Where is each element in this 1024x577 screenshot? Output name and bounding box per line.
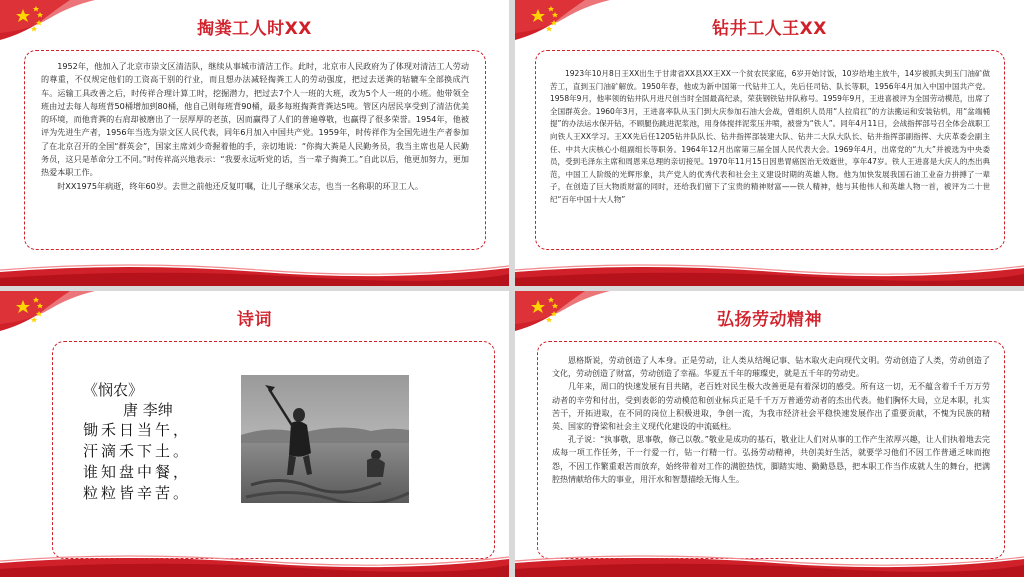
paragraph: 时XX1975年病逝，终年60岁。去世之前他还反复叮嘱，让儿子继承父志，也当一名称职的环卫工人。 [57, 180, 423, 191]
poem-author: 唐 李绅 [123, 401, 173, 419]
poem-title: 《悯农》 [83, 381, 144, 399]
slide-2 [515, 0, 1024, 286]
poem-line: 谁知盘中餐， [83, 463, 192, 481]
paragraph: 孔子说：“执事敬，思事敬，修己以敬。”敬业是成功的基石，敬业让人们对从事的工作产生浓厚兴趣，让人们执着地去完成每一项工作任务，干一行爱一行，钻一行精一行。弘扬劳动精神，共创美好生活，就要学习他们不因工作普通乏味而抱怨，不因工作繁重艰苦而放弃，始终带着对工作的满腔热忱，脚踏实地、勤勤恳恳，把本职工作当作成就人生的舞台，把满腔热情献给伟大的事业，用汗水和智慧描绘无悔人生。 [552, 435, 990, 484]
ribbon-wave-icon [0, 551, 509, 577]
poem-line: 粒粒皆辛苦。 [83, 484, 192, 502]
text-panel [535, 50, 1005, 250]
poem-line: 锄禾日当午， [83, 421, 192, 439]
poem-line: 汗滴禾下土。 [83, 442, 192, 460]
body-text [41, 60, 469, 193]
text-panel [537, 341, 1005, 559]
paragraph: 1952年，他加入了北京市崇文区清洁队，继续从事城市清洁工作。此时，北京市人民政府为了体现对清洁工人劳动的尊重，不仅规定他们的工资高于别的行业，而且想办法减轻掏粪工人的劳动强度，把过去送粪的轱辘车全部换成汽车。运输工具改善之后，时传祥合理计算工时，挖掘潜力，把过去7个人一班的大班，改为5个人一班的小班。他带领全班由过去每人每班背50桶增加到80桶，他自己则每班背90桶，最多每班掏粪背粪达5吨。管区内居民享受到了清洁优美的环境，而他背粪的右肩却被磨出了一层厚厚的老茧，因而赢得了人们的普遍尊敬，也赢得了很多荣誉。1954年，他被评为先进生产者，1956年当选为崇文区人民代表，同年6月加入中国共产党。1959年，时传祥作为全国先进生产者参加了在北京召开的全国“群英会”，国家主席刘少奇握着他的手，亲切地说：“你掏大粪是人民勤务员，我当主席也是人民勤务员，这只是革命分工不同。”时传祥高兴地表示：“我要永远听党的话，当一辈子掏粪工。”自此以后，他更加努力，更加热爱本职工作。 [41, 61, 469, 178]
poem-panel [52, 341, 495, 559]
body-text [550, 68, 990, 207]
text-panel [24, 50, 486, 250]
slide-4 [515, 291, 1024, 577]
paragraph: 1923年10月8日王XX出生于甘肃省XX县XX王XX一个贫农民家庭，6岁开始讨饭，10岁给地主放牛，14岁被抓夫到玉门油矿做苦工，直到玉门油矿解放。1950年春，他成为新中国第一代钻井工人，先后任司钻、队长等职，1956年4月加入中国中国共产党。1958年9月，他率领的钻井队月进尺创当时全国最高纪录，荣获钢铁钻井队称号。1959年9月，王进喜被评为全国劳动模范，出席了全国群英会。1960年3月，王进喜率队从玉门到大庆参加石油大会战，曾组织人员用“人拉肩扛”的方法搬运和安装钻机，用“盆端桶提”的办法运水保开钻，不顾腿伤跳进泥浆池，用身体搅拌泥浆压井喷，被誉为“铁人”。同年4月11日，会战指挥部号召全体会战职工向铁人王XX学习。王XX先后任1205钻井队队长、钻井指挥部装建大队、钻井二大队大队长、钻井指挥部副指挥、大庆革委会副主任、中共大庆核心小组副组长等职务。1964年12月出席第三届全国人民代表大会。1969年4月，出席党的“九大”并被选为中央委员，受到毛泽东主席和周恩来总理的亲切接见。1970年11月15日因患胃癌医治无效逝世，享年47岁。铁人王进喜是大庆人的杰出典范，中国工人阶级的光辉形象，共产党人的优秀代表和社会主义建设时期的英雄人物。他为加快发展我国石油工业奋力拼搏了一辈子，在创造了巨大物质财富的同时，还给我们留下了宝贵的精神财富——铁人精神，他与其他伟人和英雄人物一首，被评为二十世纪“百年中国十大人物” [550, 69, 990, 204]
slide-1 [0, 0, 509, 286]
farmers-photo-icon [241, 375, 409, 503]
poem [83, 380, 213, 504]
body-text [552, 354, 990, 486]
ribbon-wave-icon [515, 260, 1024, 286]
ribbon-wave-icon [0, 260, 509, 286]
slide-3 [0, 291, 509, 577]
slide-title: 掏粪工人时XX [197, 19, 312, 39]
slide-title: 弘扬劳动精神 [717, 310, 822, 330]
slide-title: 诗词 [237, 310, 272, 330]
ribbon-wave-icon [515, 551, 1024, 577]
paragraph: 恩格斯说，劳动创造了人本身。正是劳动，让人类从结绳记事、钻木取火走向现代文明。劳动创造了人类，劳动创造了文化，劳动创造了财富，劳动创造了幸福。华夏五千年的璀璨史，就是五千年的劳动史。 [552, 356, 990, 379]
slide-title: 钻井工人王XX [712, 19, 827, 39]
paragraph: 几年来，周口的快速发展有目共睹，老百姓对民生极大改善更是有着深切的感受。所有这一切，无不蕴含着千千万万劳动者的辛劳和付出，受到表彰的劳动模范和创业标兵正是千千万万普通劳动者的杰出代表。他们胸怀大局，立足本职，扎实苦干，开拓进取，在不同的岗位上积极进取，争创一流，为我市经济社会平稳快速发展作出了重要贡献，不愧为民族的精英、国家的脊梁和社会主义现代化建设的中流砥柱。 [552, 382, 990, 432]
